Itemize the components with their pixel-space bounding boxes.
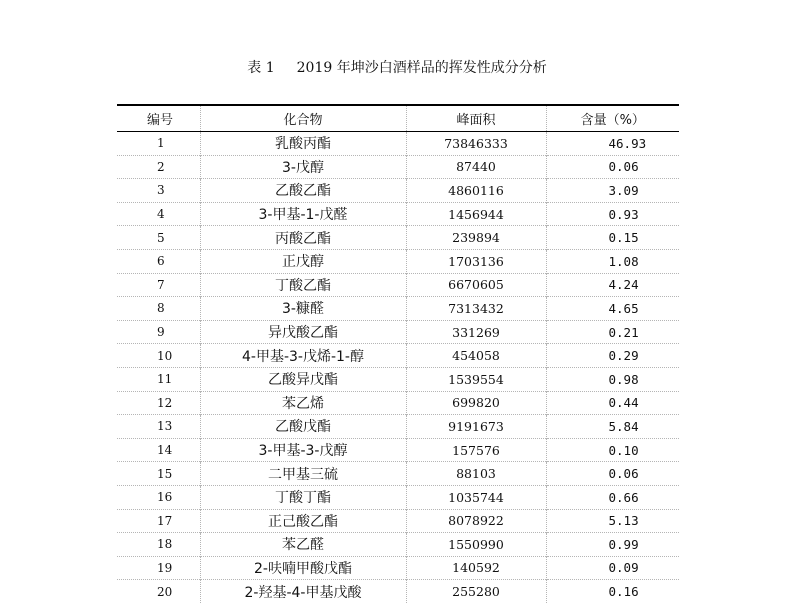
peak-area-cell: 1703136	[406, 249, 546, 273]
peak-area-cell: 1456944	[406, 202, 546, 226]
content-percent-cell: 0.99	[546, 533, 679, 557]
table-row	[117, 438, 679, 462]
content-percent-cell: 0.98	[546, 367, 679, 391]
row-number-cell: 1	[157, 136, 165, 151]
peak-area-cell: 331269	[406, 320, 546, 344]
content-percent-cell: 5.13	[546, 509, 679, 533]
peak-area-cell: 7313432	[406, 297, 546, 321]
compound-name-cell: 丙酸乙酯	[200, 226, 406, 250]
peak-area-cell: 8078922	[406, 509, 546, 533]
compound-name-cell: 异戊酸乙酯	[200, 320, 406, 344]
row-number-cell: 14	[117, 438, 200, 462]
header-content-percent: 含量（%）	[546, 105, 679, 132]
row-number-cell: 12	[117, 391, 200, 415]
row-number-cell: 9	[117, 320, 200, 344]
table-row	[117, 509, 679, 533]
compound-name-cell: 乙酸乙酯	[200, 179, 406, 203]
table-row	[117, 226, 679, 250]
peak-area-cell: 6670605	[406, 273, 546, 297]
table-row	[117, 202, 679, 226]
compound-name-cell: 3-戊醇	[200, 155, 406, 179]
row-number-cell: 4	[117, 202, 200, 226]
content-percent-cell: 0.44	[546, 391, 679, 415]
table-row	[117, 580, 679, 603]
table-title: 2019 年坤沙白酒样品的挥发性成分分析	[296, 60, 547, 76]
content-percent-cell: 0.15	[546, 226, 679, 250]
content-percent-cell: 0.16	[546, 580, 679, 603]
row-number-cell: 3	[117, 179, 200, 203]
table-row	[117, 249, 679, 273]
peak-area-cell: 157576	[406, 438, 546, 462]
content-percent-cell: 4.65	[546, 297, 679, 321]
compound-name-cell: 3-糠醛	[200, 297, 406, 321]
row-number-cell: 8	[117, 297, 200, 321]
table-row	[117, 485, 679, 509]
peak-area-cell: 140592	[406, 556, 546, 580]
compound-name-cell: 丁酸丁酯	[200, 485, 406, 509]
content-percent-cell: 1.08	[546, 249, 679, 273]
compound-name-cell: 4-甲基-3-戊烯-1-醇	[200, 344, 406, 368]
row-number-cell: 7	[117, 273, 200, 297]
compound-name-cell: 2-羟基-4-甲基戊酸	[200, 580, 406, 603]
compound-name-cell: 3-甲基-1-戊醛	[200, 202, 406, 226]
content-percent-cell: 0.21	[546, 320, 679, 344]
content-percent-cell: 0.93	[546, 202, 679, 226]
row-number-cell: 19	[117, 556, 200, 580]
table-row	[117, 344, 679, 368]
row-number-cell: 20	[117, 580, 200, 603]
compound-name-cell: 乳酸丙酯	[200, 132, 406, 156]
table-row	[117, 179, 679, 203]
peak-area-cell: 87440	[406, 155, 546, 179]
content-percent-cell: 0.06	[546, 155, 679, 179]
row-number-cell: 16	[117, 485, 200, 509]
peak-area-cell: 88103	[406, 462, 546, 486]
peak-area-cell: 1035744	[406, 485, 546, 509]
row-number-cell: 11	[117, 367, 200, 391]
table-row	[117, 297, 679, 321]
table-header-row	[117, 105, 679, 132]
table-row	[117, 155, 679, 179]
compound-name-cell: 乙酸异戊酯	[200, 367, 406, 391]
compound-name-cell: 二甲基三硫	[200, 462, 406, 486]
row-number-cell: 17	[117, 509, 200, 533]
header-compound: 化合物	[200, 105, 406, 132]
row-number-cell: 13	[117, 415, 200, 439]
peak-area-cell: 4860116	[406, 179, 546, 203]
peak-area-cell: 454058	[406, 344, 546, 368]
compound-name-cell: 正戊醇	[200, 249, 406, 273]
content-percent-cell: 0.10	[546, 438, 679, 462]
row-number-cell: 18	[117, 533, 200, 557]
compound-name-cell: 苯乙烯	[200, 391, 406, 415]
table-row	[117, 533, 679, 557]
content-percent-cell: 3.09	[546, 179, 679, 203]
table-label: 表 1	[247, 60, 275, 76]
compound-name-cell: 3-甲基-3-戊醇	[200, 438, 406, 462]
peak-area-cell: 1539554	[406, 367, 546, 391]
row-number-cell: 10	[117, 344, 200, 368]
table-row	[117, 367, 679, 391]
content-percent-cell: 0.29	[546, 344, 679, 368]
table-row	[117, 462, 679, 486]
row-number-cell: 15	[117, 462, 200, 486]
table-row	[117, 320, 679, 344]
header-number: 编号	[117, 105, 200, 132]
content-percent-cell: 0.06	[546, 462, 679, 486]
volatile-components-table	[117, 104, 679, 603]
table-row	[117, 132, 679, 156]
compound-name-cell: 丁酸乙酯	[200, 273, 406, 297]
content-percent-cell: 5.84	[546, 415, 679, 439]
peak-area-cell: 699820	[406, 391, 546, 415]
row-number-cell: 5	[117, 226, 200, 250]
header-peak-area: 峰面积	[406, 105, 546, 132]
compound-name-cell: 正己酸乙酯	[200, 509, 406, 533]
table-caption	[0, 58, 794, 78]
peak-area-cell: 1550990	[406, 533, 546, 557]
content-percent-cell: 46.93	[546, 132, 679, 156]
peak-area-cell: 255280	[406, 580, 546, 603]
table-row	[117, 391, 679, 415]
row-number-cell: 6	[117, 249, 200, 273]
compound-name-cell: 苯乙醛	[200, 533, 406, 557]
table-row	[117, 273, 679, 297]
compound-name-cell: 乙酸戊酯	[200, 415, 406, 439]
table-row	[117, 415, 679, 439]
table-row	[117, 556, 679, 580]
row-number-cell: 2	[117, 155, 200, 179]
content-percent-cell: 4.24	[546, 273, 679, 297]
content-percent-cell: 0.09	[546, 556, 679, 580]
content-percent-cell: 0.66	[546, 485, 679, 509]
peak-area-cell: 9191673	[406, 415, 546, 439]
peak-area-cell: 239894	[406, 226, 546, 250]
compound-name-cell: 2-呋喃甲酸戊酯	[200, 556, 406, 580]
peak-area-cell: 73846333	[406, 132, 546, 156]
